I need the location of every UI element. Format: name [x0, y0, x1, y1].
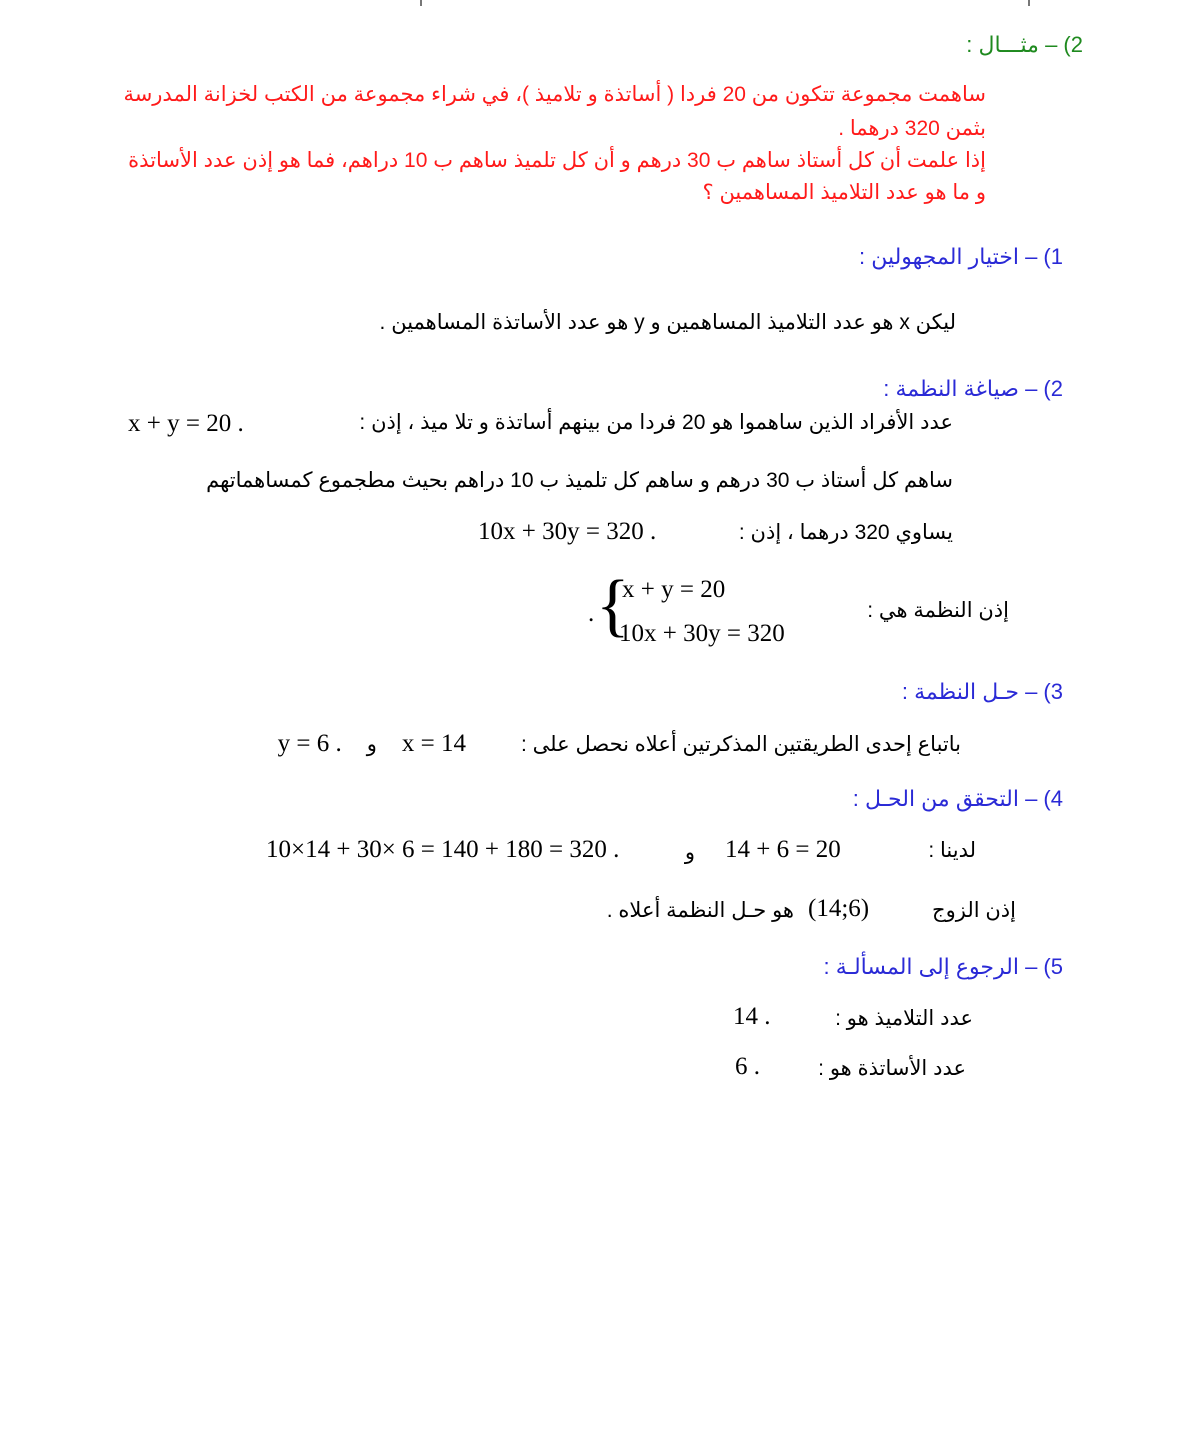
students-label: عدد التلاميذ هو :	[835, 1007, 973, 1030]
step4-conclusion-end: هو حـل النظمة أعلاه .	[606, 899, 794, 922]
step2-line1-text: عدد الأفراد الذين ساهموا هو 20 فردا من بينهم أساتذة و تلا ميذ ، إذن :	[359, 411, 953, 434]
step4-equation-1: 14 + 6 = 20	[725, 836, 841, 863]
step5-heading: 5) – الرجوع إلى المسألـة :	[823, 954, 1063, 979]
system-equation-1: x + y = 20	[622, 576, 726, 603]
example-title: 2) – مثـــال :	[966, 32, 1083, 57]
step4-conclusion-label: إذن الزوج	[932, 899, 1016, 922]
step4-conjunction: و	[684, 841, 695, 864]
step4-heading: 4) – التحقق من الحـل :	[852, 786, 1063, 811]
teachers-value: 6 .	[735, 1053, 760, 1080]
problem-line-3: إذا علمت أن كل أستاذ ساهم ب 30 درهم و أن كل تلميذ ساهم ب 10 دراهم، فما هو إذن عدد الأساتذة	[128, 149, 986, 172]
step1-text: ليكن x هو عدد التلاميذ المساهمين و y هو عدد الأساتذة المساهمين .	[379, 311, 956, 334]
problem-line-1: ساهمت مجموعة تتكون من 20 فردا ( أساتذة و تلاميذ )، في شراء مجموعة من الكتب لخزانة المدرسة	[123, 83, 986, 106]
step3-heading: 3) – حـل النظمة :	[901, 679, 1063, 704]
step1-heading: 1) – اختيار المجهولين :	[858, 244, 1063, 269]
students-value: 14 .	[733, 1003, 771, 1030]
teachers-label: عدد الأساتذة هو :	[818, 1057, 966, 1080]
system-end-dot: .	[588, 600, 595, 627]
step2-heading: 2) – صياغة النظمة :	[883, 376, 1063, 401]
problem-line-2: بثمن 320 درهما .	[838, 117, 986, 140]
top-rule	[420, 0, 1030, 2]
step2-line2-text: ساهم كل أستاذ ب 30 درهم و ساهم كل تلميذ ب 10 دراهم بحيث مطجموع كمساهماتهم	[206, 469, 953, 492]
step2-line1-equation: x + y = 20 .	[128, 410, 244, 437]
problem-line-4: و ما هو عدد التلاميذ المساهمين ؟	[702, 181, 986, 204]
step2-line3-equation: 10x + 30y = 320 .	[478, 518, 657, 545]
system-equation-2: 10x + 30y = 320	[619, 620, 785, 647]
step3-text: باتباع إحدى الطريقتين المذكرتين أعلاه نحصل على :	[520, 733, 961, 756]
step3-result: x = 14 و y = 6 .	[277, 730, 466, 757]
system-label: إذن النظمة هي :	[867, 599, 1009, 622]
step4-label: لدينا :	[928, 839, 976, 862]
step4-pair: (14;6)	[808, 895, 870, 922]
system-brace: {	[596, 567, 630, 644]
step4-equation-2: 10×14 + 30× 6 = 140 + 180 = 320 .	[266, 836, 620, 863]
step2-line3-text: يساوي 320 درهما ، إذن :	[738, 521, 953, 544]
